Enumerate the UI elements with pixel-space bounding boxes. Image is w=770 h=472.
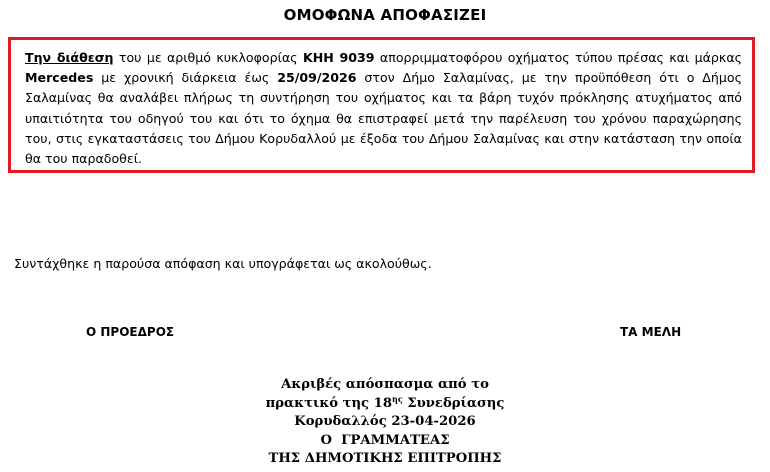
vehicle-plate: ΚΗΗ 9039	[302, 50, 375, 65]
members-label: ΤΑ ΜΕΛΗ	[620, 325, 682, 339]
end-date: 25/09/2026	[277, 70, 357, 86]
committee-title: ΤΗΣ ΔΗΜΟΤΙΚΗΣ ΕΠΙΤΡΟΠΗΣ	[268, 451, 502, 467]
extract-line-1: Ακριβές απόσπασμα από το	[281, 377, 489, 392]
decision-heading: ΟΜΟΦΩΝΑ ΑΠΟΦΑΣΙΖΕΙ	[283, 6, 487, 24]
extract-place-date: Κορυδαλλός 23-04-2026	[294, 414, 476, 430]
ordinal-suffix: ης	[392, 393, 403, 404]
extract-line-2-start: πρακτικό της 18	[265, 395, 393, 411]
highlighted-decision-box	[8, 37, 755, 173]
decision-text-4: στον Δήμο Σαλαμίνας, με την προϋπόθεση ότι ο Δήμος Σαλαμίνας θα αναλάβει πλήρως τη συντήρηση του οχήματος και τα βάρη τυχόν πρόκλησης ατυχήματος από υπαιτιότητα του οδηγού του και ότι το όχημα θα επιστραφεί μετά την παρέλευση του χρόνου παραχώρησης του, στις εγκαταστάσεις του Δήμου Κορυδαλλού με έξοδα του Δήμου Σαλαμίνας και στην κατάσταση την οποία θα του παραδοθεί.	[25, 70, 743, 167]
extract-line-2-end: Συνεδρίασης	[402, 395, 505, 411]
decision-text-1: του με αριθμό κυκλοφορίας	[113, 50, 303, 65]
decision-paragraph	[25, 48, 742, 169]
decision-text-3: με χρονική διάρκεια έως	[93, 70, 278, 86]
vehicle-brand: Mercedes	[25, 70, 94, 86]
president-label: Ο ΠΡΟΕΔΡΟΣ	[86, 325, 175, 339]
signed-statement: Συντάχθηκε η παρούσα απόφαση και υπογράφεται ως ακολούθως.	[14, 256, 432, 271]
decision-lead: Την διάθεση	[25, 50, 114, 65]
decision-text-2: απορριμματοφόρου οχήματος τύπου πρέσας και μάρκας	[374, 50, 743, 65]
secretary-title: Ο ΓΡΑΜΜΑΤΕΑΣ	[320, 432, 450, 448]
extract-line-2	[0, 395, 770, 414]
certified-extract-block	[0, 376, 770, 469]
